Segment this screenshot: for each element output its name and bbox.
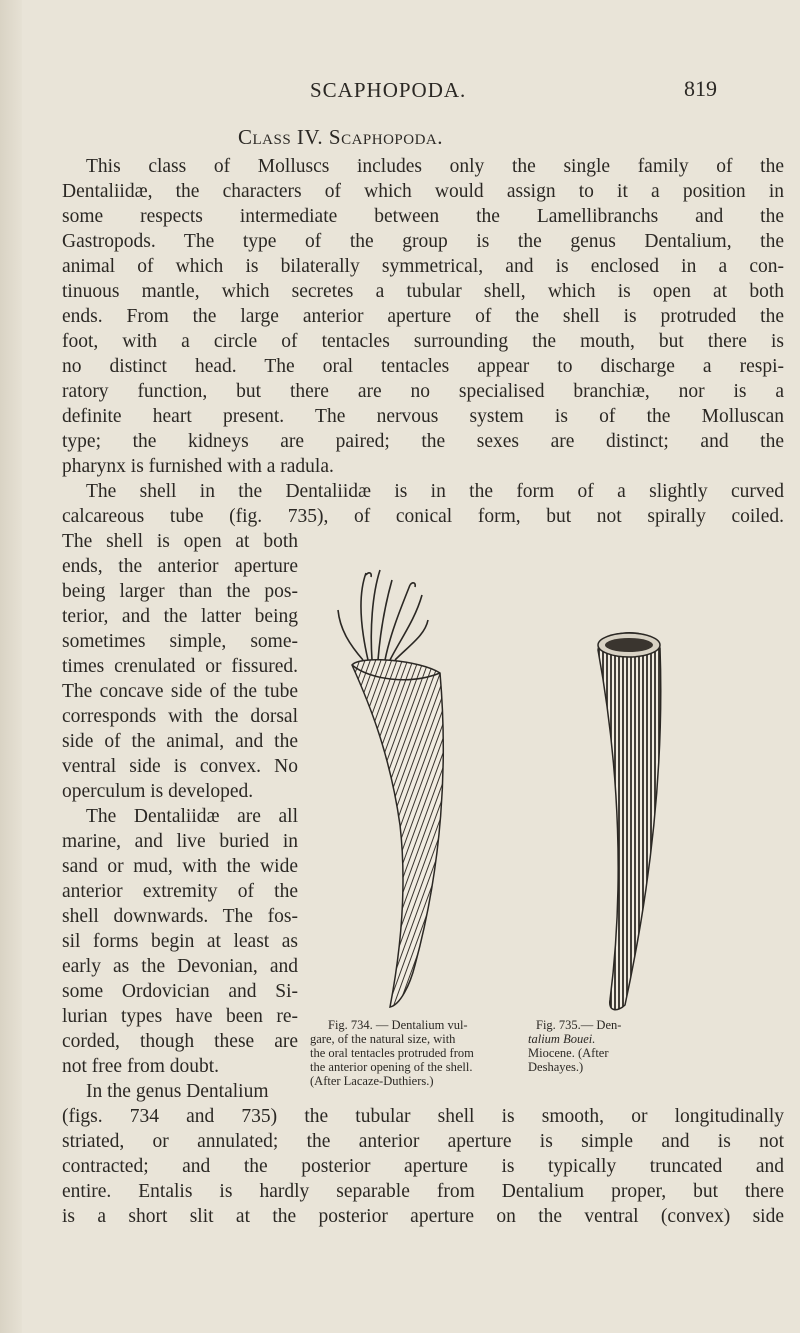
text-line: being larger than the pos- xyxy=(62,581,298,602)
text-line: striated, or annulated; the anterior aperture is simple and is not xyxy=(62,1131,784,1152)
text-line: sometimes simple, some- xyxy=(62,631,298,652)
tentacles xyxy=(338,570,428,660)
figure-735-caption xyxy=(528,1018,698,1078)
caption-line: (After Lacaze-Duthiers.) xyxy=(310,1074,434,1088)
text-line: corresponds with the dorsal xyxy=(62,706,298,727)
text-line: lurian types have been re- xyxy=(62,1006,298,1027)
text-line: terior, and the latter being xyxy=(62,606,298,627)
text-line: contracted; and the posterior aperture is typically truncated and xyxy=(62,1156,784,1177)
caption-line: Miocene. (After xyxy=(528,1046,609,1060)
text-line: type; the kidneys are paired; the sexes are distinct; and the xyxy=(62,431,784,452)
text-line: The shell is open at both xyxy=(62,531,298,552)
text-line: some Ordovician and Si- xyxy=(62,981,298,1002)
caption-line: Fig. 734. — Dentalium vul- xyxy=(328,1018,468,1032)
text-line: no distinct head. The oral tentacles appear to discharge a respi- xyxy=(62,356,784,377)
text-line: marine, and live buried in xyxy=(62,831,298,852)
caption-line: gare, of the natural size, with xyxy=(310,1032,456,1046)
text-line: times crenulated or fissured. xyxy=(62,656,298,677)
text-line: ratory function, but there are no specialised branchiæ, nor is a xyxy=(62,381,784,402)
text-line: pharynx is furnished with a radula. xyxy=(62,456,334,477)
caption-line: the oral tentacles protruded from xyxy=(310,1046,474,1060)
figure-735-illustration xyxy=(590,620,670,1015)
text-line: entire. Entalis is hardly separable from Dentalium proper, but there xyxy=(62,1181,784,1202)
caption-line: Deshayes.) xyxy=(528,1060,584,1074)
text-line: side of the animal, and the xyxy=(62,731,298,752)
text-line: early as the Devonian, and xyxy=(62,956,298,977)
running-head: SCAPHOPODA. xyxy=(310,78,467,102)
shell-body xyxy=(352,660,443,1007)
text-line: The concave side of the tube xyxy=(62,681,298,702)
text-line: ends, the anterior aperture xyxy=(62,556,298,577)
text-line: Gastropods. The type of the group is the genus Dentalium, the xyxy=(62,231,784,252)
page-number: 819 xyxy=(684,76,717,101)
text-line: (figs. 734 and 735) the tubular shell is smooth, or longitudinally xyxy=(62,1106,784,1127)
text-line: The Dentaliidæ are all xyxy=(86,806,298,827)
text-line: operculum is developed. xyxy=(62,781,254,802)
text-line: Dentaliidæ, the characters of which would assign to it a position in xyxy=(62,181,784,202)
class-heading: Class IV. Scaphopoda. xyxy=(238,125,444,149)
text-line: ends. From the large anterior aperture of the shell is protruded the xyxy=(62,306,784,327)
text-line: definite heart present. The nervous system is of the Molluscan xyxy=(62,406,784,427)
text-line: The shell in the Dentaliidæ is in the form of a slightly curved xyxy=(86,481,784,502)
page-gutter xyxy=(0,0,22,1333)
text-line: This class of Molluscs includes only the single family of the xyxy=(86,156,784,177)
text-line: not free from doubt. xyxy=(62,1056,220,1077)
caption-line: talium Bouei. xyxy=(528,1032,596,1046)
caption-line: Fig. 735.— Den- xyxy=(536,1018,622,1032)
text-line: some respects intermediate between the Lamellibranchs and the xyxy=(62,206,784,227)
text-line: sand or mud, with the wide xyxy=(62,856,298,877)
text-line: foot, with a circle of tentacles surrounding the mouth, but there is xyxy=(62,331,784,352)
text-line: anterior extremity of the xyxy=(62,881,298,902)
text-line: shell downwards. The fos- xyxy=(62,906,298,927)
figure-734-caption xyxy=(310,1018,500,1090)
text-line: corded, though these are xyxy=(62,1031,298,1052)
text-line: In the genus Dentalium xyxy=(86,1081,269,1102)
text-line: calcareous tube (fig. 735), of conical form, but not spirally coiled. xyxy=(62,506,784,527)
text-line: ventral side is convex. No xyxy=(62,756,298,777)
text-line: tinuous mantle, which secretes a tubular shell, which is open at both xyxy=(62,281,784,302)
caption-line: the anterior opening of the shell. xyxy=(310,1060,473,1074)
text-line: is a short slit at the posterior aperture on the ventral (convex) side xyxy=(62,1206,784,1227)
figure-734-illustration xyxy=(330,565,490,1010)
text-line: sil forms begin at least as xyxy=(62,931,298,952)
text-line: animal of which is bilaterally symmetrical, and is enclosed in a con- xyxy=(62,256,784,277)
